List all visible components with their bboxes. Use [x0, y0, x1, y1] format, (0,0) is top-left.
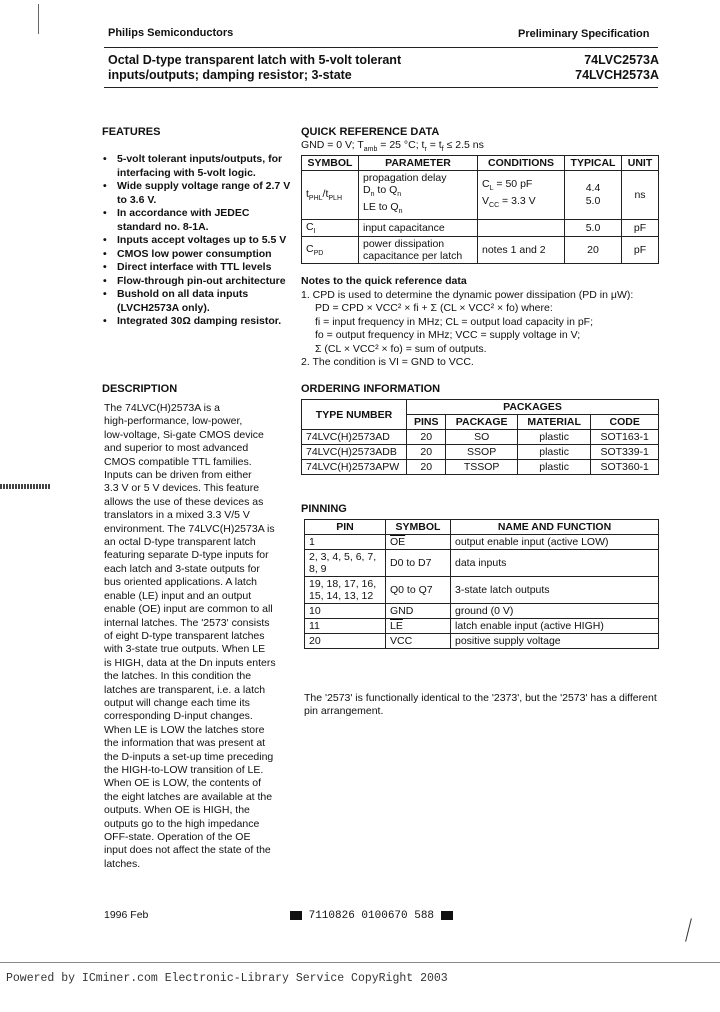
col-symbol: SYMBOL — [386, 520, 451, 535]
description-line: latches. — [104, 857, 141, 870]
description-line: of eight D-type transparent latches — [104, 629, 265, 642]
symbol-cell: $\overline{LE}$ — [386, 619, 451, 634]
material-cell: plastic — [517, 460, 591, 475]
col-packages: PACKAGES — [407, 400, 659, 415]
col-package: PACKAGE — [446, 415, 517, 430]
symbol-cell: $t_{PHL}/t_{PLH}$ — [302, 171, 359, 220]
typical-cell: 5.0 — [565, 220, 622, 237]
qrd-header-row — [302, 156, 659, 171]
title-rule — [104, 87, 658, 88]
description-line: When LE is LOW the latches store — [104, 723, 265, 736]
conditions-cell: notes 1 and 2 — [478, 237, 565, 264]
scan-artifact — [0, 484, 50, 489]
title-line-2: inputs/outputs; damping resistor; 3-state — [108, 68, 352, 82]
description-line: the eight latches are available at the — [104, 790, 273, 803]
description-line: internal latches. The '2573' consists — [104, 616, 270, 629]
description-line: featuring separate D-type inputs for — [104, 549, 269, 562]
col-type-number: TYPE NUMBER — [302, 400, 407, 430]
material-cell: plastic — [517, 445, 591, 460]
feature-item: • Direct interface with TTL levels — [101, 261, 293, 275]
description-line: the latches. In this condition the — [104, 670, 252, 683]
table-row — [305, 577, 659, 604]
table-row — [305, 619, 659, 634]
description-line: low-voltage, Si-gate CMOS device — [104, 428, 264, 441]
part-numbers — [561, 53, 659, 83]
col-material: MATERIAL — [517, 415, 591, 430]
description-line: the HIGH-to-LOW transition of LE. — [104, 763, 264, 776]
unit-cell: pF — [622, 237, 659, 264]
table-row — [302, 237, 659, 264]
note-line: fo = output frequency in MHz; VCC = supply voltage in V; — [315, 329, 581, 342]
col-parameter: PARAMETER — [359, 156, 478, 171]
header-rule — [104, 47, 658, 48]
type-cell: 74LVC(H)2573AD — [302, 430, 407, 445]
col-pins: PINS — [407, 415, 446, 430]
symbol-cell: $C_I$ — [302, 220, 359, 237]
pin-cell: 20 — [305, 634, 386, 649]
pin-cell: 19, 18, 17, 16, 15, 14, 13, 12 — [305, 577, 386, 604]
description-line: the D-inputs a set-up time preceding — [104, 750, 274, 763]
description-line: is HIGH, data at the Dn inputs enters — [104, 656, 276, 669]
description-line: CMOS compatible TTL families. — [104, 455, 252, 468]
symbol-cell: D0 to D7 — [386, 550, 451, 577]
description-line: environment. The 74LVC(H)2573A is — [104, 522, 275, 535]
description-line: corresponding D-input changes. — [104, 710, 253, 723]
unit-cell: ns — [622, 171, 659, 220]
document-title — [108, 53, 401, 83]
table-row — [305, 604, 659, 619]
parameter-cell: propagation delay $D_n$ to $Q_n$ LE to $Q_n$ — [359, 171, 478, 220]
description-line: 3.3 V or 5 V devices. This feature — [104, 482, 260, 495]
part-number-1: 74LVC2573A — [584, 53, 659, 67]
code-cell: SOT339-1 — [591, 445, 659, 460]
feature-item: • Flow-through pin-out architecture — [101, 275, 293, 289]
title-line-1: Octal D-type transparent latch with 5-volt tolerant — [108, 53, 402, 67]
pinning-note: The '2573' is functionally identical to the '2373', but the '2573' has a different pin arrangement. — [304, 692, 657, 718]
description-line: and superior to most advanced — [104, 442, 249, 455]
symbol-cell: GND — [386, 604, 451, 619]
pins-cell: 20 — [407, 445, 446, 460]
note-line: 1. CPD is used to determine the dynamic power dissipation (PD in μW): — [301, 289, 634, 301]
ordering-heading: ORDERING INFORMATION — [301, 383, 441, 395]
symbol-cell: $\overline{OE}$ — [386, 535, 451, 550]
feature-item: • Wide supply voltage range of 2.7 V to 3.6 V. — [101, 180, 293, 207]
ordering-table — [301, 399, 659, 475]
features-list — [101, 153, 293, 329]
conditions-cell: $C_L = 50$ pF $V_{CC} = 3.3$ V — [478, 171, 565, 220]
col-unit: UNIT — [622, 156, 659, 171]
func-cell: 3-state latch outputs — [451, 577, 659, 604]
package-cell: SO — [446, 430, 517, 445]
func-cell: output enable input (active LOW) — [451, 535, 659, 550]
description-line: Inputs can be driven from either — [104, 469, 252, 482]
package-cell: SSOP — [446, 445, 517, 460]
description-line: enable (OE) input are common to all — [104, 603, 273, 616]
package-cell: TSSOP — [446, 460, 517, 475]
pinning-table — [304, 519, 659, 649]
col-code: CODE — [591, 415, 659, 430]
typical-cell: 20 — [565, 237, 622, 264]
parameter-cell: input capacitance — [359, 220, 478, 237]
notes-heading: Notes to the quick reference data — [301, 275, 467, 287]
description-line: high-performance, low-power, — [104, 415, 243, 428]
col-pin: PIN — [305, 520, 386, 535]
description-line: When OE is LOW, the contents of — [104, 777, 261, 790]
feature-item: • Bushold on all data inputs (LVCH2573A only). — [101, 288, 293, 315]
table-row — [302, 460, 659, 475]
feature-item: • CMOS low power consumption — [101, 248, 293, 262]
func-cell: latch enable input (active HIGH) — [451, 619, 659, 634]
type-cell: 74LVC(H)2573APW — [302, 460, 407, 475]
description-line: the information that was present at — [104, 737, 266, 750]
features-heading: FEATURES — [102, 126, 161, 138]
type-cell: 74LVC(H)2573ADB — [302, 445, 407, 460]
qrd-heading: QUICK REFERENCE DATA — [301, 126, 440, 138]
notes-list — [301, 289, 661, 369]
pin-cell: 2, 3, 4, 5, 6, 7, 8, 9 — [305, 550, 386, 577]
footer-divider — [0, 962, 720, 963]
quick-reference-table — [301, 155, 659, 264]
pin-cell: 11 — [305, 619, 386, 634]
col-name-function: NAME AND FUNCTION — [451, 520, 659, 535]
symbol-cell: VCC — [386, 634, 451, 649]
description-line: outputs go to the high impedance — [104, 817, 260, 830]
pin-cell: 10 — [305, 604, 386, 619]
description-line: output will change each time its — [104, 696, 250, 709]
table-row — [302, 430, 659, 445]
description-line: each latch and 3-state outputs for — [104, 562, 260, 575]
footer-date: 1996 Feb — [104, 909, 149, 921]
col-conditions: CONDITIONS — [478, 156, 565, 171]
pinning-heading: PINNING — [301, 503, 347, 515]
col-typical: TYPICAL — [565, 156, 622, 171]
table-row — [305, 535, 659, 550]
description-text — [104, 402, 296, 871]
material-cell: plastic — [517, 430, 591, 445]
description-line: with 3-state true outputs. When LE — [104, 643, 266, 656]
description-line: OFF-state. Operation of the OE — [104, 831, 251, 843]
description-line: outputs. When OE is HIGH, the — [104, 804, 250, 817]
pins-cell: 20 — [407, 430, 446, 445]
unit-cell: pF — [622, 220, 659, 237]
table-row — [302, 445, 659, 460]
table-row — [305, 550, 659, 577]
description-heading: DESCRIPTION — [102, 383, 178, 395]
description-line: an octal D-type transparent latch — [104, 536, 256, 549]
feature-item: • Integrated 30Ω damping resistor. — [101, 315, 293, 329]
func-cell: data inputs — [451, 550, 659, 577]
table-row — [302, 171, 659, 220]
typical-cell: 4.4 5.0 — [565, 171, 622, 220]
symbol-cell: $C_{PD}$ — [302, 237, 359, 264]
barcode-text — [290, 910, 453, 922]
description-line: The 74LVC(H)2573A is a — [104, 402, 220, 414]
pinning-header-row — [305, 520, 659, 535]
document-type: Preliminary Specification — [518, 28, 650, 40]
scan-mark — [685, 918, 692, 942]
qrd-conditions: GND = 0 V; $T_{amb} = 25$ °C; $t_r = t_f \le 2.5$ ns — [301, 139, 484, 154]
description-line: latches are transparent, i.e. a latch — [104, 683, 266, 696]
scan-artifact — [38, 4, 39, 34]
parameter-cell: power dissipation capacitance per latch — [359, 237, 478, 264]
feature-item: • 5-volt tolerant inputs/outputs, for interfacing with 5-volt logic. — [101, 153, 293, 180]
col-symbol: SYMBOL — [302, 156, 359, 171]
pins-cell: 20 — [407, 460, 446, 475]
table-row — [302, 220, 659, 237]
footer-credit: Powered by ICminer.com Electronic-Library Service CopyRight 2003 — [6, 972, 448, 985]
pin-cell: 1 — [305, 535, 386, 550]
code-cell: SOT360-1 — [591, 460, 659, 475]
table-row — [305, 634, 659, 649]
func-cell: positive supply voltage — [451, 634, 659, 649]
description-line: translators in a mixed 3.3 V/5 V — [104, 509, 250, 522]
note-line: PD = CPD × VCC² × fi + Σ (CL × VCC² × fo) where: — [315, 302, 553, 315]
ordering-header-row — [302, 400, 659, 415]
description-line: enable (LE) input and an output — [104, 589, 252, 602]
footer-code: 7110826 0100670 588 — [308, 910, 435, 922]
feature-item: • In accordance with JEDEC standard no. 8-1A. — [101, 207, 293, 234]
conditions-cell — [478, 220, 565, 237]
note-line: 2. The condition is VI = GND to VCC. — [301, 356, 474, 369]
company-name: Philips Semiconductors — [108, 27, 234, 39]
func-cell: ground (0 V) — [451, 604, 659, 619]
description-line: bus oriented applications. A latch — [104, 576, 257, 589]
part-number-2: 74LVCH2573A — [575, 68, 659, 82]
feature-item: • Inputs accept voltages up to 5.5 V — [101, 234, 293, 248]
symbol-cell: Q0 to Q7 — [386, 577, 451, 604]
note-line: fi = input frequency in MHz; CL = output load capacity in pF; — [315, 315, 594, 328]
code-cell: SOT163-1 — [591, 430, 659, 445]
description-line: allows the use of these devices as — [104, 495, 264, 508]
note-line: Σ (CL × VCC² × fo) = sum of outputs. — [315, 342, 487, 355]
description-line: input does not affect the state of the — [104, 844, 271, 857]
